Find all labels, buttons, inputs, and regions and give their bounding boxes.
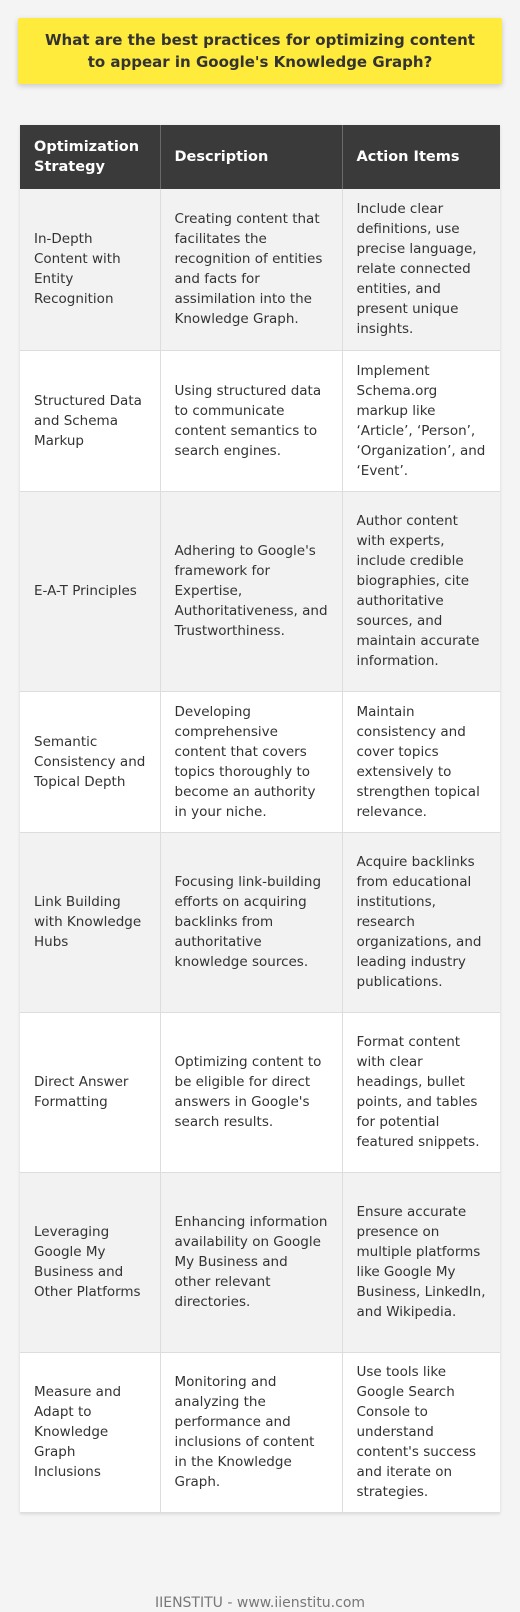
cell-strategy: Direct Answer Formatting [20,1012,160,1172]
cell-actions: Include clear definitions, use precise language, relate connected entities, and present unique insights. [342,189,500,350]
cell-description: Monitoring and analyzing the performance and inclusions of content in the Knowledge Graph. [160,1352,342,1512]
strategy-table [20,125,500,1513]
cell-description: Focusing link-building efforts on acquiring backlinks from authoritative knowledge sources. [160,832,342,1012]
cell-actions: Use tools like Google Search Console to understand content's success and iterate on strategies. [342,1352,500,1512]
header-actions: Action Items [342,125,500,189]
cell-actions: Ensure accurate presence on multiple platforms like Google My Business, LinkedIn, and Wikipedia. [342,1172,500,1352]
cell-description: Using structured data to communicate content semantics to search engines. [160,350,342,491]
table-row [20,189,500,350]
question-banner [18,18,502,84]
table-row [20,1172,500,1352]
cell-strategy: Measure and Adapt to Knowledge Graph Inclusions [20,1352,160,1512]
header-strategy: Optimization Strategy [20,125,160,189]
table-row [20,832,500,1012]
cell-strategy: Leveraging Google My Business and Other Platforms [20,1172,160,1352]
cell-strategy: E-A-T Principles [20,491,160,691]
header-row [20,125,500,189]
cell-strategy: Semantic Consistency and Topical Depth [20,691,160,832]
table-row [20,1352,500,1512]
table-body [20,189,500,1512]
footer-credit: IIENSTITU - www.iienstitu.com [154,1595,366,1611]
header-description: Description [160,125,342,189]
table-row [20,691,500,832]
table-row [20,350,500,491]
cell-strategy: In-Depth Content with Entity Recognition [20,189,160,350]
table-row [20,491,500,691]
cell-description: Enhancing information availability on Google My Business and other relevant directories. [160,1172,342,1352]
question-text: What are the best practices for optimizing content to appear in Google's Knowledge Graph? [45,31,475,71]
cell-actions: Implement Schema.org markup like ‘Article’, ‘Person’, ‘Organization’, and ‘Event’. [342,350,500,491]
cell-strategy: Link Building with Knowledge Hubs [20,832,160,1012]
cell-description: Adhering to Google's framework for Expertise, Authoritativeness, and Trustworthiness. [160,491,342,691]
cell-actions: Maintain consistency and cover topics extensively to strengthen topical relevance. [342,691,500,832]
cell-actions: Author content with experts, include credible biographies, cite authoritative sources, and maintain accurate information. [342,491,500,691]
cell-actions: Format content with clear headings, bullet points, and tables for potential featured snippets. [342,1012,500,1172]
cell-description: Optimizing content to be eligible for direct answers in Google's search results. [160,1012,342,1172]
table-header [20,125,500,189]
cell-description: Developing comprehensive content that covers topics thoroughly to become an authority in your niche. [160,691,342,832]
cell-description: Creating content that facilitates the recognition of entities and facts for assimilation into the Knowledge Graph. [160,189,342,350]
cell-actions: Acquire backlinks from educational institutions, research organizations, and leading industry publications. [342,832,500,1012]
cell-strategy: Structured Data and Schema Markup [20,350,160,491]
table-row [20,1012,500,1172]
